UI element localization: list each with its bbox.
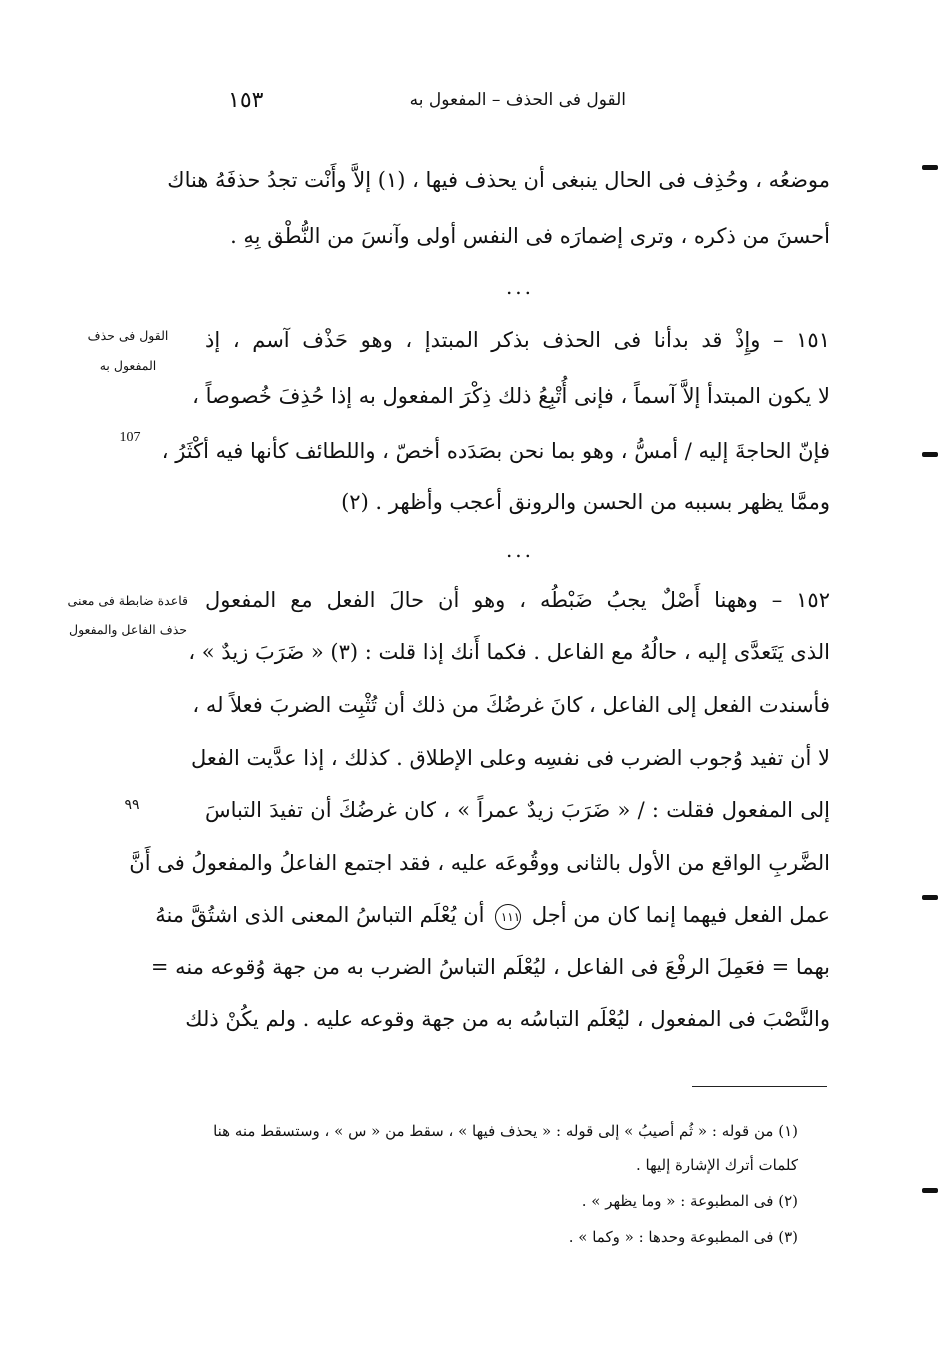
s152-line-6: الضَّربِ الواقع من الأول بالثانى ووقُوعَه عليه ، فقد اجتمع الفاعلُ والمفعولُ فى أَنَّ xyxy=(129,851,830,875)
s152-line-7-end: أن يُعْلَم التباسُ المعنى الذى اشتُقَّ منهُ xyxy=(155,903,485,927)
scan-edge-mark xyxy=(922,895,938,900)
s152-line-9: والنَّصْبَ فى المفعول ، ليُعْلَم التباسُه به من جهة وقوعه عليه . ولم يكُنْ ذلك xyxy=(185,1007,830,1031)
margin-title-151-line-1: القول فى حذف xyxy=(87,328,169,343)
section-separator-2: ... xyxy=(505,538,535,562)
margin-number-99: ٩٩ xyxy=(124,798,140,813)
scan-edge-mark xyxy=(922,1188,938,1193)
running-title: القول فى الحذف – المفعول به xyxy=(409,90,626,110)
footnote-1-continued: كلمات أترك الإشارة إليها . xyxy=(635,1156,798,1174)
footnote-1: (١) من قوله : « ثُم أصيبُ » إلى قوله : « يحذف فيها » ، سقط من « س » ، وستسقط منه هنا xyxy=(213,1122,798,1140)
s152-line-4: لا أن تفيد وُجوب الضرب فى نفسِه وعلى الإطلاق . كذلك ، إذا عدَّيت الفعل xyxy=(190,746,830,770)
intro-line-1: موضعُه ، وحُذِف فى الحال ينبغى أن يحذف فيها ، (١) إلاَّ وأَنْت تجدُ حذفَهُ هناك xyxy=(167,168,830,192)
margin-title-151-line-2: المفعول به xyxy=(99,358,157,373)
s152-line-1: ١٥٢ – وههنا أَصْلٌ يجبُ ضَبْطُه ، وهو أن حالَ الفعل مع المفعول xyxy=(205,588,830,612)
s151-line-4: وممَّا يظهر بسببه من الحسن والرونق أعجب وأظهر . (٢) xyxy=(341,490,830,514)
s152-line-7 xyxy=(155,900,830,930)
s152-line-5: إلى المفعول فقلت : / « ضَرَبَ زيدٌ عمراً » ، كان غرضُكَ أن تفيدَ التباسَ xyxy=(205,798,830,822)
s152-line-7-start: عمل الفعل فيهما إنما كان من أجل xyxy=(531,903,830,927)
margin-title-152-line-1: قاعدة ضابطة فى معنى xyxy=(67,593,188,608)
circled-reference: ١١١ xyxy=(495,904,521,930)
s152-line-3: فأسندت الفعل إلى الفاعل ، كانَ غرضُكَ من ذلك أن تُثْبِت الضربَ فعلاً له ، xyxy=(192,693,830,717)
page-number: ١٥٣ xyxy=(228,88,264,113)
s151-line-3: فإنّ الحاجةَ إليه / أمسُّ ، وهو بما نحن بصَدَده أخصّ ، واللطائف كأنها فيه أكْثَرُ ، xyxy=(161,439,830,463)
intro-line-2: أحسنَ من ذكره ، وترى إضمارَه فى النفس أولى وآنسَ من النُّطْق بِهِ . xyxy=(230,224,830,248)
s152-line-8: بهما = فعَمِلَ الرفْعَ فى الفاعل ، ليُعْلَم التباسُ الضرب به من جهة وُقوعه منه = xyxy=(150,955,830,979)
footnote-2: (٢) فى المطبوعة : « وما يظهر » . xyxy=(581,1192,798,1210)
s151-line-2: لا يكون المبتدأ إلاَّ آسماً ، فإنى أُتْبِعُ ذلك ذِكْرَ المفعول به إذا حُذِفَ خُصوصاً ، xyxy=(192,384,830,408)
s151-line-1: ١٥١ – وإِذْ قد بدأنا فى الحذف بذكر المبتدإ ، وهو حَذْف آسم ، إذ xyxy=(205,328,830,352)
margin-number-107: 107 xyxy=(119,430,141,445)
footnote-rule xyxy=(692,1086,827,1087)
footnote-3: (٣) فى المطبوعة وحدها : « وكما » . xyxy=(568,1228,798,1246)
scan-edge-mark xyxy=(922,165,938,170)
section-separator: ... xyxy=(505,275,535,299)
s152-line-2: الذى يَتَعدَّى إليه ، حالُهُ مع الفاعل . فكما أَنك إذا قلت : (٣) « ضَرَبَ زيدٌ » ، xyxy=(188,640,830,664)
margin-title-152-line-2: حذف الفاعل والمفعول xyxy=(69,622,187,637)
scan-edge-mark xyxy=(922,452,938,457)
